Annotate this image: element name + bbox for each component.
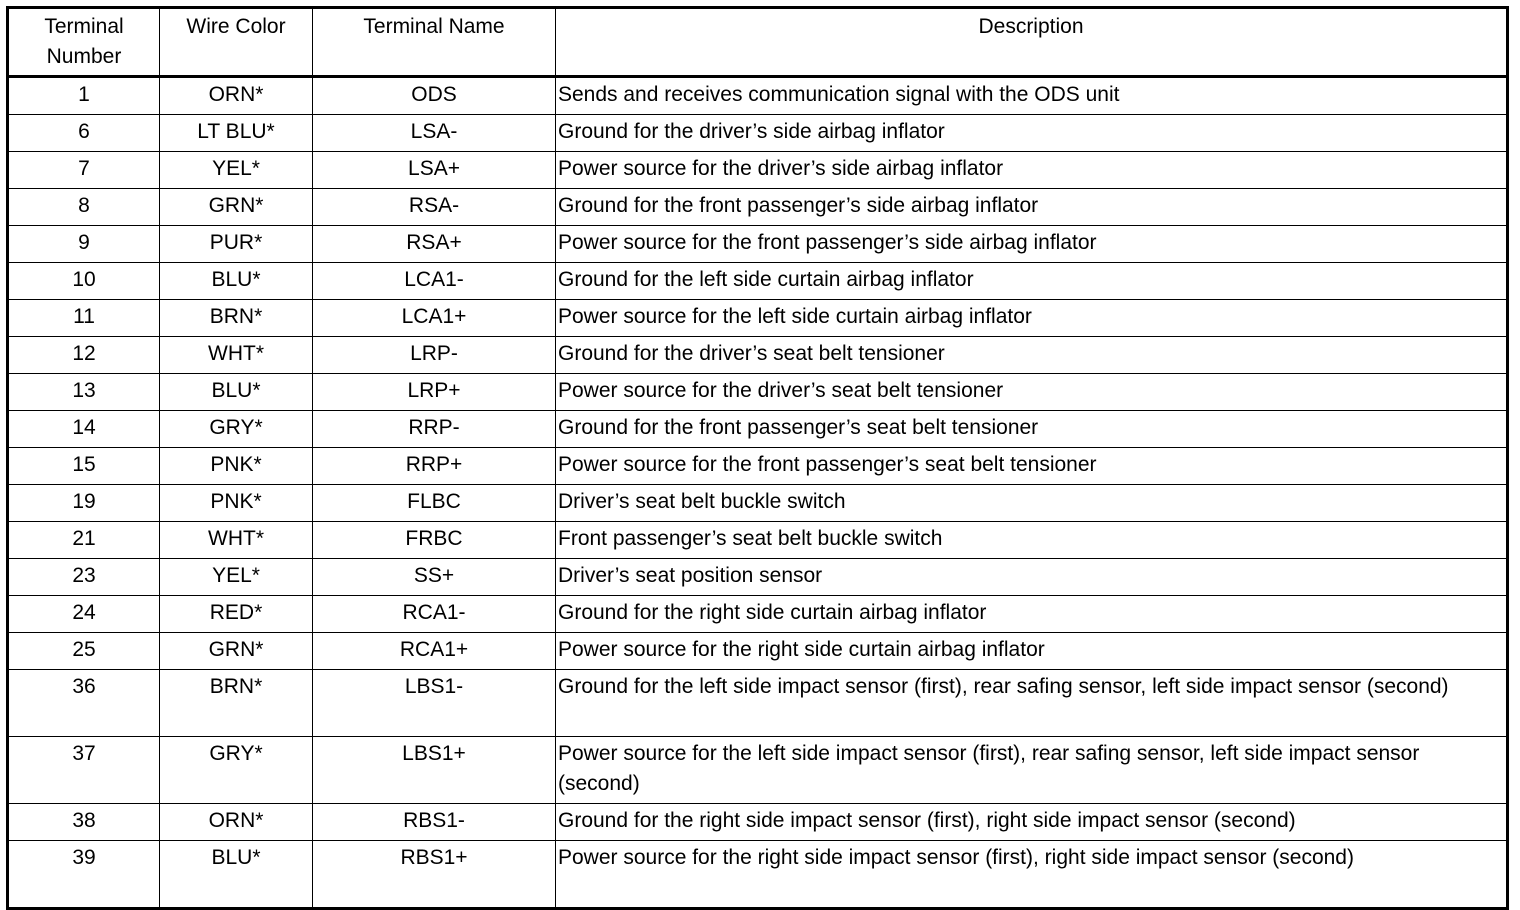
terminal-table-container: [6, 6, 1506, 910]
cell-description: Power source for the right side curtain airbag inflator: [556, 633, 1508, 670]
cell-terminal-number: 6: [8, 115, 160, 152]
cell-terminal-name: RBS1-: [313, 804, 556, 841]
cell-terminal-number: 37: [8, 737, 160, 804]
cell-terminal-name: RCA1+: [313, 633, 556, 670]
cell-terminal-number: 25: [8, 633, 160, 670]
cell-terminal-name: FLBC: [313, 485, 556, 522]
table-row: [8, 522, 1508, 559]
table-row: [8, 374, 1508, 411]
cell-wire-color: PNK*: [160, 448, 313, 485]
cell-wire-color: GRY*: [160, 411, 313, 448]
cell-terminal-number: 10: [8, 263, 160, 300]
header-description: Description: [556, 8, 1508, 77]
table-row: [8, 77, 1508, 115]
cell-wire-color: RED*: [160, 596, 313, 633]
cell-description: Driver’s seat position sensor: [556, 559, 1508, 596]
cell-terminal-name: FRBC: [313, 522, 556, 559]
table-row: [8, 448, 1508, 485]
table-row: [8, 485, 1508, 522]
cell-description: Driver’s seat belt buckle switch: [556, 485, 1508, 522]
table-row: [8, 115, 1508, 152]
table-row: [8, 841, 1508, 909]
cell-description: Power source for the front passenger’s side airbag inflator: [556, 226, 1508, 263]
cell-terminal-number: 14: [8, 411, 160, 448]
cell-wire-color: GRN*: [160, 189, 313, 226]
cell-description: Sends and receives communication signal with the ODS unit: [556, 77, 1508, 115]
cell-terminal-number: 13: [8, 374, 160, 411]
cell-description: Power source for the front passenger’s seat belt tensioner: [556, 448, 1508, 485]
table-row: [8, 300, 1508, 337]
cell-terminal-name: LSA-: [313, 115, 556, 152]
table-row: [8, 670, 1508, 737]
cell-terminal-number: 15: [8, 448, 160, 485]
cell-terminal-name: RCA1-: [313, 596, 556, 633]
cell-wire-color: WHT*: [160, 522, 313, 559]
cell-wire-color: ORN*: [160, 77, 313, 115]
cell-wire-color: PNK*: [160, 485, 313, 522]
table-row: [8, 263, 1508, 300]
cell-terminal-number: 21: [8, 522, 160, 559]
cell-terminal-number: 24: [8, 596, 160, 633]
cell-terminal-name: LCA1+: [313, 300, 556, 337]
cell-wire-color: YEL*: [160, 152, 313, 189]
cell-description: Ground for the front passenger’s seat belt tensioner: [556, 411, 1508, 448]
cell-terminal-name: ODS: [313, 77, 556, 115]
cell-terminal-name: SS+: [313, 559, 556, 596]
table-row: [8, 411, 1508, 448]
cell-description: Ground for the driver’s seat belt tensioner: [556, 337, 1508, 374]
header-terminal-number: Terminal Number: [8, 8, 160, 77]
table-row: [8, 596, 1508, 633]
cell-terminal-number: 38: [8, 804, 160, 841]
cell-description: Ground for the left side impact sensor (first), rear safing sensor, left side impact sensor (second): [556, 670, 1508, 737]
cell-terminal-number: 1: [8, 77, 160, 115]
cell-terminal-number: 23: [8, 559, 160, 596]
cell-description: Ground for the front passenger’s side airbag inflator: [556, 189, 1508, 226]
cell-wire-color: YEL*: [160, 559, 313, 596]
cell-terminal-number: 11: [8, 300, 160, 337]
header-row: [8, 8, 1508, 77]
table-row: [8, 633, 1508, 670]
cell-terminal-number: 36: [8, 670, 160, 737]
cell-terminal-name: RSA+: [313, 226, 556, 263]
cell-description: Power source for the left side impact sensor (first), rear safing sensor, left side impact sensor (second): [556, 737, 1508, 804]
cell-description: Power source for the left side curtain airbag inflator: [556, 300, 1508, 337]
cell-wire-color: LT BLU*: [160, 115, 313, 152]
cell-wire-color: WHT*: [160, 337, 313, 374]
cell-terminal-number: 19: [8, 485, 160, 522]
cell-terminal-number: 39: [8, 841, 160, 909]
cell-terminal-name: LCA1-: [313, 263, 556, 300]
cell-terminal-name: LRP+: [313, 374, 556, 411]
table-row: [8, 804, 1508, 841]
cell-terminal-number: 8: [8, 189, 160, 226]
cell-wire-color: ORN*: [160, 804, 313, 841]
cell-description: Power source for the right side impact sensor (first), right side impact sensor (second): [556, 841, 1508, 909]
cell-terminal-name: RSA-: [313, 189, 556, 226]
cell-description: Ground for the driver’s side airbag inflator: [556, 115, 1508, 152]
cell-terminal-name: LRP-: [313, 337, 556, 374]
table-row: [8, 737, 1508, 804]
cell-description: Power source for the driver’s side airbag inflator: [556, 152, 1508, 189]
table-row: [8, 189, 1508, 226]
cell-wire-color: BRN*: [160, 670, 313, 737]
cell-terminal-name: LBS1+: [313, 737, 556, 804]
cell-wire-color: BLU*: [160, 841, 313, 909]
table-row: [8, 226, 1508, 263]
terminal-table: [6, 6, 1509, 910]
cell-terminal-name: RBS1+: [313, 841, 556, 909]
cell-wire-color: GRY*: [160, 737, 313, 804]
cell-terminal-number: 12: [8, 337, 160, 374]
table-row: [8, 559, 1508, 596]
cell-description: Ground for the right side impact sensor (first), right side impact sensor (second): [556, 804, 1508, 841]
cell-terminal-name: LBS1-: [313, 670, 556, 737]
cell-wire-color: PUR*: [160, 226, 313, 263]
cell-terminal-number: 9: [8, 226, 160, 263]
cell-description: Ground for the left side curtain airbag inflator: [556, 263, 1508, 300]
table-row: [8, 337, 1508, 374]
cell-terminal-number: 7: [8, 152, 160, 189]
cell-description: Front passenger’s seat belt buckle switch: [556, 522, 1508, 559]
header-terminal-name: Terminal Name: [313, 8, 556, 77]
table-row: [8, 152, 1508, 189]
header-wire-color: Wire Color: [160, 8, 313, 77]
cell-terminal-name: RRP+: [313, 448, 556, 485]
cell-description: Power source for the driver’s seat belt tensioner: [556, 374, 1508, 411]
cell-description: Ground for the right side curtain airbag inflator: [556, 596, 1508, 633]
cell-wire-color: GRN*: [160, 633, 313, 670]
cell-terminal-name: LSA+: [313, 152, 556, 189]
cell-wire-color: BLU*: [160, 263, 313, 300]
cell-wire-color: BRN*: [160, 300, 313, 337]
cell-terminal-name: RRP-: [313, 411, 556, 448]
cell-wire-color: BLU*: [160, 374, 313, 411]
